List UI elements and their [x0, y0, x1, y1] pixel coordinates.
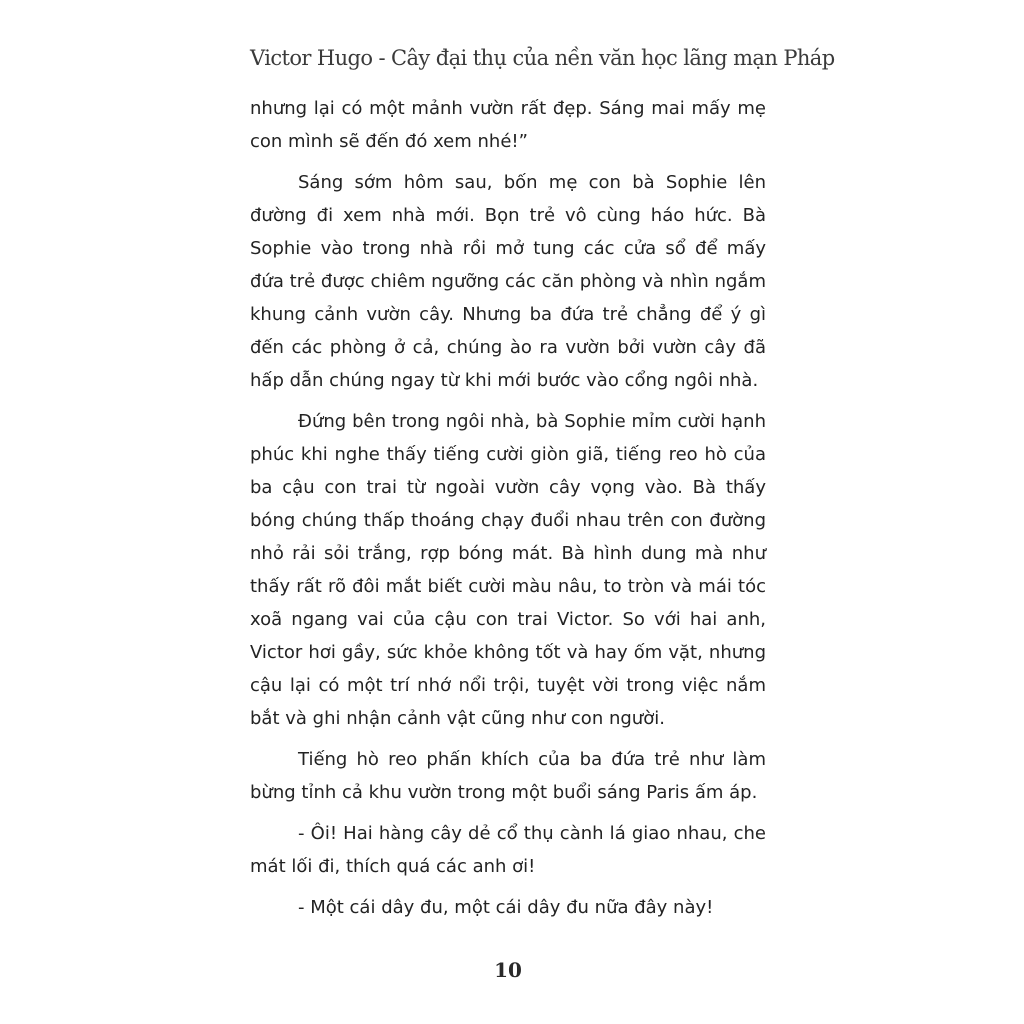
page-number: 10 [494, 958, 522, 982]
dialogue-line: - Một cái dây đu, một cái dây đu nữa đây này! [298, 897, 714, 918]
paragraph: Tiếng hò reo phấn khích của ba đứa trẻ như làm bừng tỉnh cả khu vườn trong một buổi sáng Paris ấm áp. [250, 749, 766, 803]
running-header-title: Victor Hugo - Cây đại thụ của nền văn học lãng mạn Pháp [250, 46, 835, 70]
paragraph: Đứng bên trong ngôi nhà, bà Sophie mỉm cười hạnh phúc khi nghe thấy tiếng cười giòn giã, tiếng reo hò của ba cậu con trai từ ngoài vườn cây vọng vào. Bà thấy bóng chúng thấp thoáng chạy đuổi nhau trên con đường nhỏ rải sỏi trắng, rợp bóng mát. Bà hình dung mà như thấy rất rõ đôi mắt biết cười màu nâu, to tròn và mái tóc xoã ngang vai của cậu con trai Victor. So với hai anh, Victor hơi gầy, sức khỏe không tốt và hay ốm vặt, nhưng cậu lại có một trí nhớ nổi trội, tuyệt vời trong việc nắm bắt và ghi nhận cảnh vật cũng như con người. [250, 411, 766, 729]
paragraph: Sáng sớm hôm sau, bốn mẹ con bà Sophie lên đường đi xem nhà mới. Bọn trẻ vô cùng háo hức. Bà Sophie vào trong nhà rồi mở tung các cửa sổ để mấy đứa trẻ được chiêm ngưỡng các căn phòng và nhìn ngắm khung cảnh vườn cây. Nhưng ba đứa trẻ chẳng để ý gì đến các phòng ở cả, chúng ào ra vườn bởi vườn cây đã hấp dẫn chúng ngay từ khi mới bước vào cổng ngôi nhà. [250, 172, 766, 391]
body-text [250, 92, 766, 932]
dialogue-line: - Ôi! Hai hàng cây dẻ cổ thụ cành lá giao nhau, che mát lối đi, thích quá các anh ơi! [250, 823, 766, 877]
paragraph-continued: nhưng lại có một mảnh vườn rất đẹp. Sáng mai mấy mẹ con mình sẽ đến đó xem nhé!” [250, 98, 766, 152]
